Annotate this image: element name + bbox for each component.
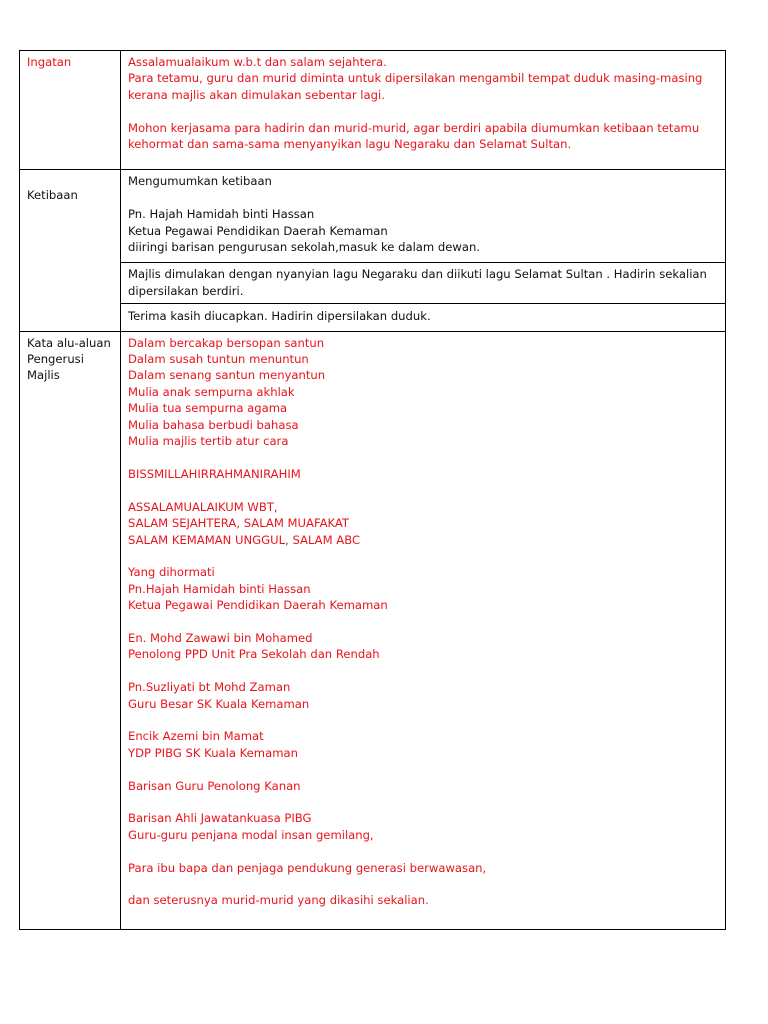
speech-line: Dalam senang santun menyantun [128,368,326,383]
ingatan-line: kerana majlis akan dimulakan sebentar lagi. [128,87,385,102]
row-ingatan [20,51,726,170]
speech-line: SALAM SEJAHTERA, SALAM MUAFAKAT [128,516,350,531]
speech-line: Penolong PPD Unit Pra Sekolah dan Rendah [128,647,380,662]
speech-line: Mulia anak sempurna akhlak [128,384,295,399]
announce-line: diiringi barisan pengurusan sekolah,masuk ke dalam dewan. [128,240,480,255]
announce-line: Ketua Pegawai Pendidikan Daerah Kemaman [128,223,388,238]
ingatan-line: Para tetamu, guru dan murid diminta untuk dipersilakan mengambil tempat duduk masing-masing [128,71,703,86]
announce-line: Pn. Hajah Hamidah binti Hassan [128,207,315,222]
spacer [128,761,719,777]
spacer [128,548,719,564]
spacer [128,614,719,630]
row-kata-alu-aluan [20,331,726,929]
label-kata-line: Majlis [27,368,60,383]
label-ketibaan-text: Ketibaan [27,188,78,203]
content-ingatan [121,51,726,170]
speech-line: Barisan Ahli Jawatankuasa PIBG [128,811,312,826]
spacer [128,190,719,206]
label-ingatan-text: Ingatan [27,55,72,69]
speech-line: dan seterusnya murid-murid yang dikasihi sekalian. [128,893,429,908]
row-ketibaan-announce [20,170,726,263]
spacer [128,450,719,466]
speech-line: ASSALAMUALAIKUM WBT, [128,499,278,514]
ingatan-line: Assalamualaikum w.b.t dan salam sejahtera. [128,55,387,69]
speech-line: Encik Azemi bin Mamat [128,729,264,744]
speech-line: YDP PIBG SK Kuala Kemaman [128,745,298,760]
speech-line: En. Mohd Zawawi bin Mohamed [128,630,313,645]
ingatan-line: Mohon kerjasama para hadirin dan murid-murid, agar berdiri apabila diumumkan ketibaan tetamu [128,120,700,135]
spacer [128,103,719,119]
label-kata-alu-aluan [20,331,121,929]
speech-line: Guru Besar SK Kuala Kemaman [128,696,310,711]
speech-line: Guru-guru penjana modal insan gemilang, [128,827,374,842]
speech-line: Yang dihormati [128,565,215,580]
spacer [128,794,719,810]
spacer [128,843,719,859]
spacer [128,482,719,498]
speech-line: Ketua Pegawai Pendidikan Daerah Kemaman [128,598,388,613]
speech-line: Para ibu bapa dan penjaga pendukung generasi berwawasan, [128,860,487,875]
speech-line: Pn.Suzliyati bt Mohd Zaman [128,680,291,695]
majlis-script-table [19,50,726,930]
spacer [128,876,719,892]
spacer [128,909,719,925]
label-kata-line: Pengerusi [27,352,84,367]
speech-line: Mulia majlis tertib atur cara [128,434,289,449]
thanks-line: Terima kasih diucapkan. Hadirin dipersilakan duduk. [128,309,431,324]
content-kata-alu-aluan [121,331,726,929]
spacer [128,712,719,728]
ingatan-line: kehormat dan sama-sama menyanyikan lagu Negaraku dan Selamat Sultan. [128,137,572,152]
speech-line: Dalam bercakap bersopan santun [128,335,325,350]
anthem-line: dipersilakan berdiri. [128,283,244,298]
speech-line: Barisan Guru Penolong Kanan [128,778,301,793]
label-kata-line: Kata alu-aluan [27,335,111,350]
label-ketibaan [20,170,121,331]
announce-line: Mengumumkan ketibaan [128,174,272,189]
speech-line: Mulia bahasa berbudi bahasa [128,417,299,432]
spacer [128,663,719,679]
speech-line: SALAM KEMAMAN UNGGUL, SALAM ABC [128,532,361,547]
content-ketibaan-thanks [121,304,726,331]
label-ingatan [20,51,121,170]
content-ketibaan-announce [121,170,726,263]
anthem-line: Majlis dimulakan dengan nyanyian lagu Negaraku dan diikuti lagu Selamat Sultan . Hadirin sekalian [128,267,707,282]
speech-line: Mulia tua sempurna agama [128,401,288,416]
row-ketibaan-thanks [20,304,726,331]
content-ketibaan-anthem [121,263,726,304]
row-ketibaan-anthem [20,263,726,304]
speech-line: Dalam susah tuntun menuntun [128,352,309,367]
speech-line: BISSMILLAHIRRAHMANIRAHIM [128,466,301,481]
speech-line: Pn.Hajah Hamidah binti Hassan [128,581,311,596]
